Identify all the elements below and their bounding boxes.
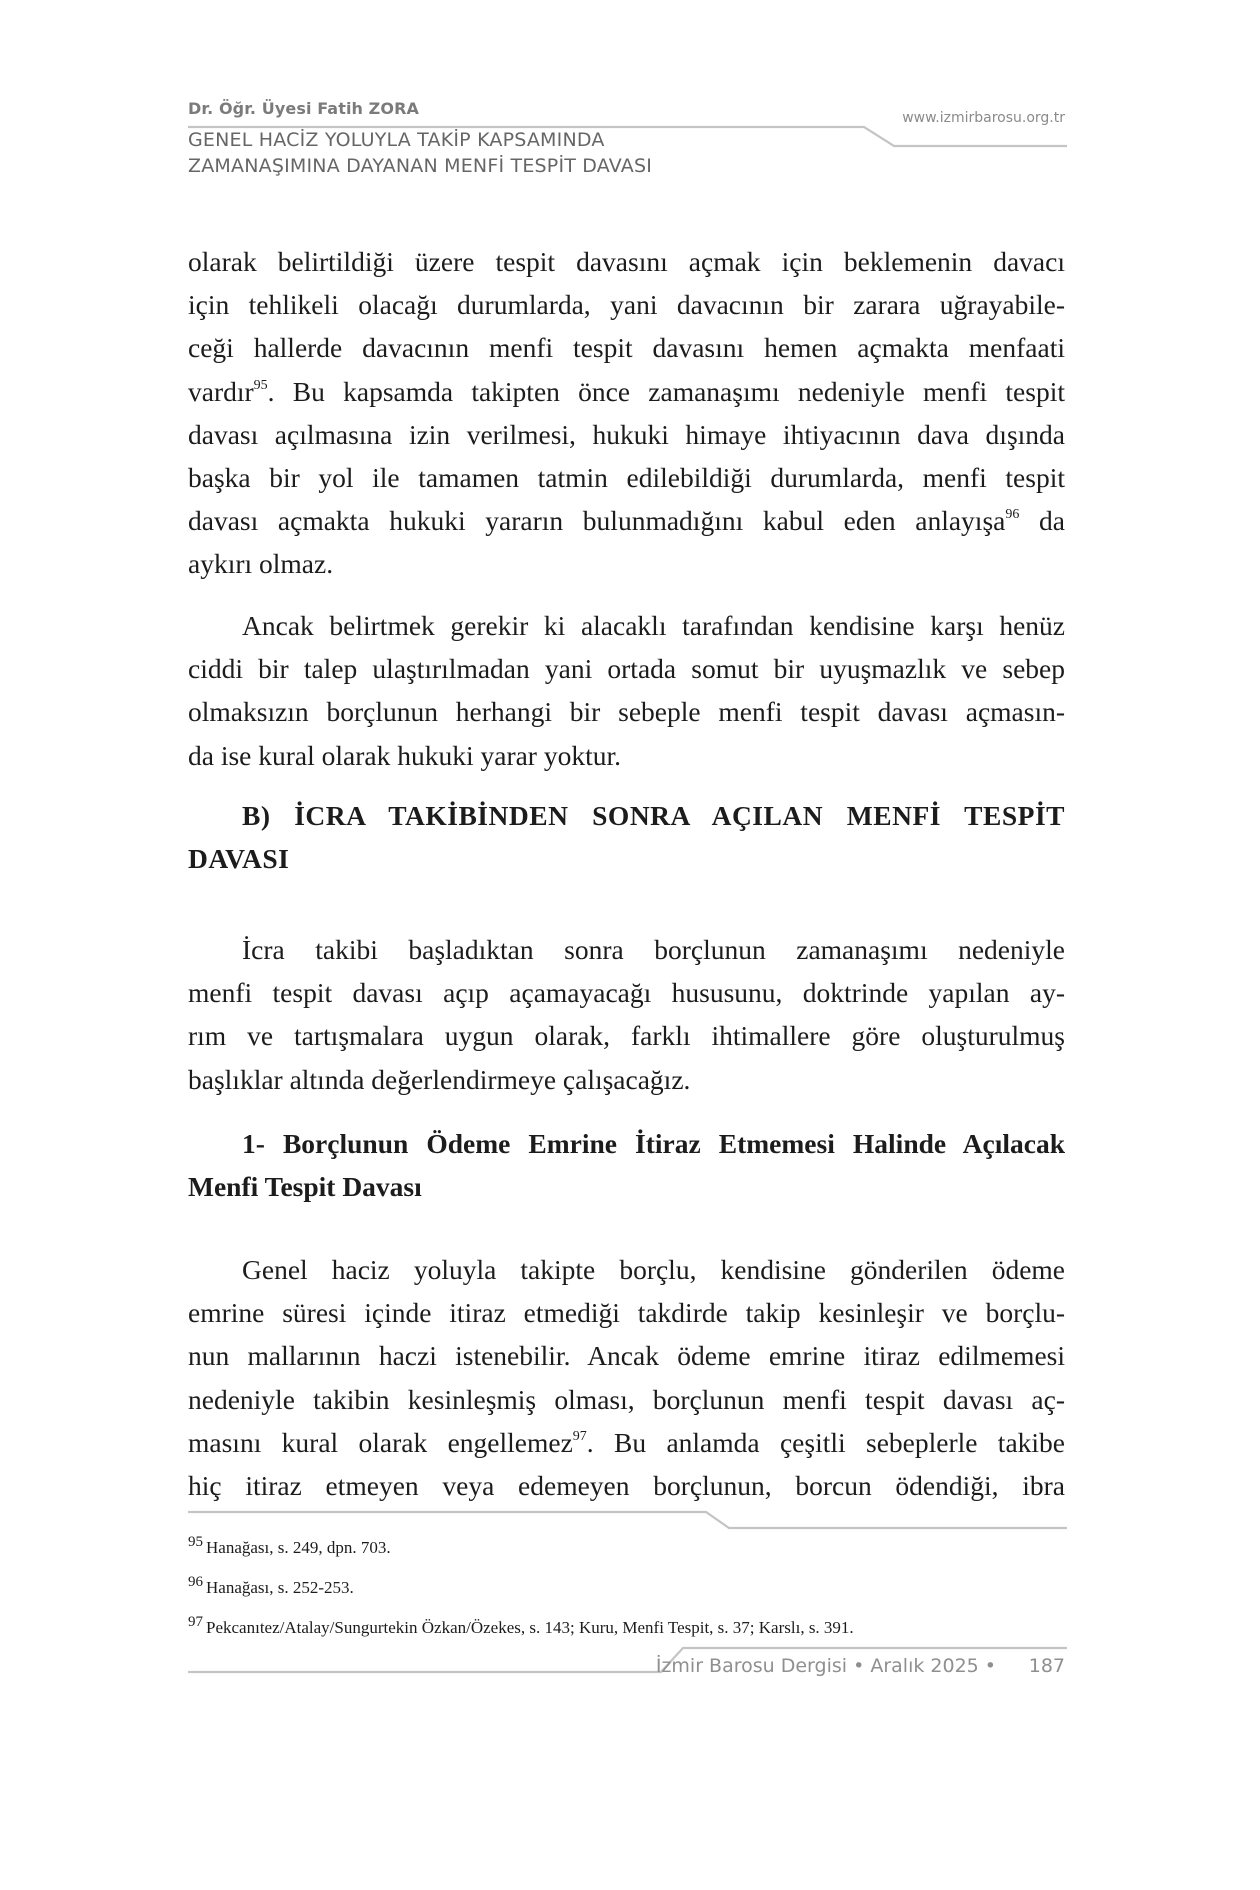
text-fragment: masını kural olarak engellemez xyxy=(188,1426,573,1458)
subsection-heading-1 xyxy=(188,1122,1065,1208)
text-fragment: vardır xyxy=(188,375,254,407)
footnote-ref-96[interactable]: 96 xyxy=(1005,507,1020,523)
text-line: da ise kural olarak hukuki yarar yoktur. xyxy=(188,739,621,771)
text-line: için tehlikeli olacağı durumlarda, yani davacının bir zarara uğrayabile- xyxy=(188,289,1065,321)
text-line: hiç itiraz etmeyen veya edemeyen borçlunun, borcun ödendiği, ibra xyxy=(188,1469,1065,1501)
text-line: aykırı olmaz. xyxy=(188,548,334,580)
heading-line: DAVASI xyxy=(188,843,290,875)
website-url[interactable]: www.izmirbarosu.org.tr xyxy=(902,110,1065,126)
text-line: Ancak belirtmek gerekir ki alacaklı tarafından kendisine karşı henüz xyxy=(242,610,1065,641)
footnote-text: Hanağası, s. 249, dpn. 703. xyxy=(206,1538,391,1557)
footnote-ref-95[interactable]: 95 xyxy=(253,377,268,393)
footnote-95 xyxy=(188,1534,391,1558)
text-line: ciddi bir talep ulaştırılmadan yani ortada somut bir uyuşmazlık ve sebep xyxy=(188,653,1065,685)
footnote-96 xyxy=(188,1574,354,1598)
text-line xyxy=(188,499,1065,542)
heading-line: 1- Borçlunun Ödeme Emrine İtiraz Etmemesi Halinde Açılacak xyxy=(242,1128,1065,1159)
text-line: nun mallarının haczi istenebilir. Ancak ödeme emrine itiraz edilmemesi xyxy=(188,1340,1065,1372)
article-title-line-2: ZAMANAŞIMINA DAYANAN MENFİ TESPİT DAVASI xyxy=(188,155,653,177)
paragraph-3 xyxy=(188,928,1065,1101)
text-fragment: davası açmakta hukuki yararın bulunmadığını kabul eden anlayışa xyxy=(188,505,1006,537)
text-line xyxy=(188,1421,1065,1464)
text-line: Genel haciz yoluyla takipte borçlu, kendisine gönderilen ödeme xyxy=(242,1254,1065,1285)
journal-footer: İzmir Barosu Dergisi • Aralık 2025 • xyxy=(655,1655,996,1677)
header-rule xyxy=(188,127,1067,146)
footnote-text: Pekcanıtez/Atalay/Sungurtekin Özkan/Özekes, s. 143; Kuru, Menfi Tespit, s. 37; Karslı, s. 391. xyxy=(206,1618,854,1637)
text-line: rım ve tartışmalara uygun olarak, farklı ihtimallere göre oluşturulmuş xyxy=(188,1020,1065,1052)
article-title-line-1: GENEL HACİZ YOLUYLA TAKİP KAPSAMINDA xyxy=(188,129,605,151)
heading-line: B) İCRA TAKİBİNDEN SONRA AÇILAN MENFİ TESPİT xyxy=(242,800,1065,831)
text-fragment: . Bu anlamda çeşitli sebeplerle takibe xyxy=(586,1426,1065,1458)
heading-line: Menfi Tespit Davası xyxy=(188,1171,422,1203)
text-line: nedeniyle takibin kesinleşmiş olması, borçlunun menfi tespit davası aç- xyxy=(188,1383,1065,1415)
author-name: Dr. Öğr. Üyesi Fatih ZORA xyxy=(188,99,419,118)
text-line xyxy=(188,370,1065,413)
footnote-97 xyxy=(188,1614,854,1638)
text-line: İcra takibi başladıktan sonra borçlunun zamanaşımı nedeniyle xyxy=(242,934,1065,965)
text-line: emrine süresi içinde itiraz etmediği takdirde takip kesinleşir ve borçlu- xyxy=(188,1297,1065,1329)
paragraph-1 xyxy=(188,240,1065,586)
text-line: ceği hallerde davacının menfi tespit davasını hemen açmakta menfaati xyxy=(188,332,1065,364)
text-line: menfi tespit davası açıp açamayacağı hususunu, doktrinde yapılan ay- xyxy=(188,977,1065,1009)
footnote-number: 95 xyxy=(188,1534,203,1550)
text-fragment: . Bu kapsamda takipten önce zamanaşımı nedeniyle menfi tespit xyxy=(267,375,1065,407)
text-fragment: da xyxy=(1019,505,1065,537)
text-line: davası açılmasına izin verilmesi, hukuki himaye ihtiyacının dava dışında xyxy=(188,418,1065,450)
text-line: olarak belirtildiği üzere tespit davasını açmak için beklemenin davacı xyxy=(188,246,1065,277)
page-number: 187 xyxy=(1028,1655,1065,1677)
footnote-text: Hanağası, s. 252-253. xyxy=(206,1578,354,1597)
paragraph-4 xyxy=(188,1248,1065,1507)
text-line: olmaksızın borçlunun herhangi bir sebeple menfi tespit davası açmasın- xyxy=(188,696,1065,728)
footnote-rule xyxy=(188,1512,1067,1528)
footnote-number: 96 xyxy=(188,1574,203,1590)
text-line: başka bir yol ile tamamen tatmin edilebildiği durumlarda, menfi tespit xyxy=(188,461,1065,493)
section-heading-b xyxy=(188,794,1065,880)
text-line: başlıklar altında değerlendirmeye çalışacağız. xyxy=(188,1063,691,1095)
footnote-number: 97 xyxy=(188,1614,203,1630)
footnote-ref-97[interactable]: 97 xyxy=(572,1428,587,1444)
paragraph-2 xyxy=(188,604,1065,777)
